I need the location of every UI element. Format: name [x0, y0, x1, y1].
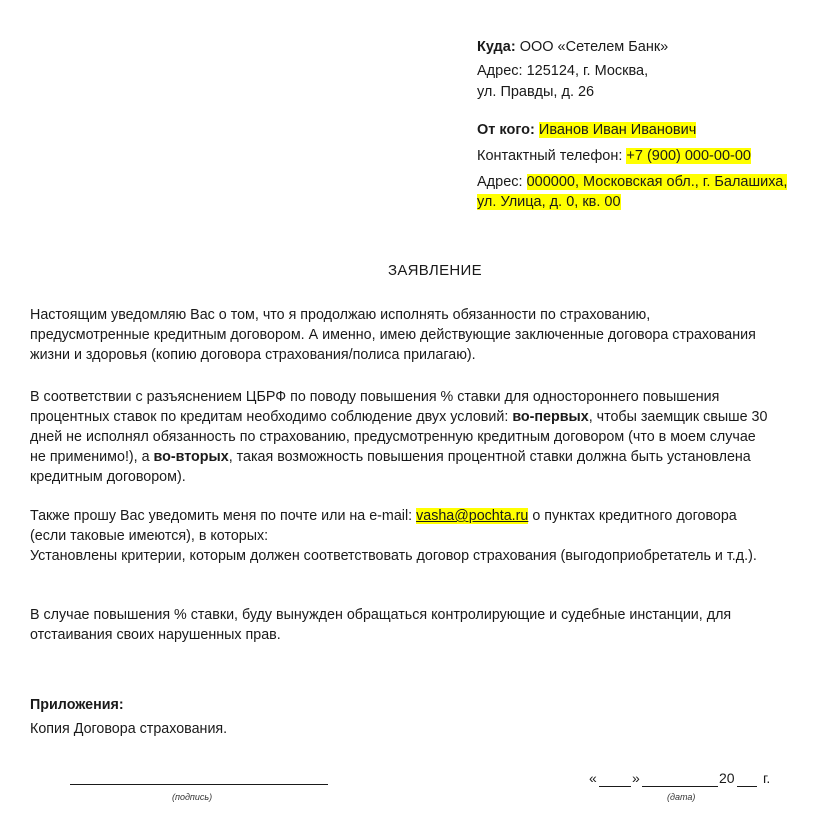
sender-address-value2: ул. Улица, д. 0, кв. 00 [477, 194, 621, 210]
paragraph-line: предусмотренные кредитным договором. А именно, имею действующие заключенные договора страхования [30, 327, 756, 343]
paragraph-line: Установлены критерии, которым должен соответствовать договор страхования (выгодоприобретатель и т.д.). [30, 548, 757, 564]
paragraph-line: В случае повышения % ставки, буду вынужден обращаться контролирующие и судебные инстанции, для [30, 607, 732, 623]
paragraph-line [30, 407, 810, 427]
date-month-line [642, 786, 718, 787]
date-year-line [737, 786, 757, 787]
phone-line [477, 146, 751, 166]
email-link[interactable]: vasha@pochta.ru [416, 508, 529, 524]
paragraph-line: кредитным договором). [30, 469, 186, 485]
phone-value: +7 (900) 000-00-00 [626, 148, 751, 164]
paragraph-line [30, 447, 810, 467]
sender-address-line2 [477, 192, 621, 212]
paragraph-email-request [30, 506, 810, 566]
sender-address-label: Адрес: [477, 174, 523, 190]
text-run: , такая возможность повышения процентной ставки должна быть установлена [228, 449, 751, 465]
attachments-item: Копия Договора страхования. [30, 721, 228, 737]
date-year-suffix: г. [763, 770, 771, 786]
text-run: не применимо!), а [30, 449, 154, 465]
sender-label: От кого: [477, 122, 535, 138]
date-day-line [599, 786, 631, 787]
bold-firstly: во-первых [512, 409, 589, 425]
document-title: ЗАЯВЛЕНИЕ [388, 262, 482, 279]
signature-line [70, 784, 328, 785]
signature-caption: (подпись) [172, 792, 213, 802]
paragraph-line: жизни и здоровья (копию договора страхования/полиса прилагаю). [30, 347, 476, 363]
paragraph-line [30, 506, 810, 526]
sender-address-value1: 000000, Московская обл., г. Балашиха, [526, 174, 788, 190]
text-run: процентных ставок по кредитам необходимо соблюдение двух условий: [30, 409, 513, 425]
phone-label: Контактный телефон: [477, 148, 623, 164]
date-open-quote: « [589, 770, 597, 786]
paragraph-line: дней не исполнял обязанность по страхованию, предусмотренную кредитным договором (что в моем случае [30, 429, 756, 445]
recipient-address-line2: ул. Правды, д. 26 [477, 84, 595, 100]
recipient-label: Куда: [477, 39, 516, 55]
recipient-line [477, 37, 668, 57]
paragraph-cbr [30, 387, 810, 487]
date-caption: (дата) [667, 792, 696, 802]
paragraph-line: отстаивания своих нарушенных прав. [30, 627, 281, 643]
text-run: , чтобы заемщик свыше 30 [588, 409, 768, 425]
sender-address-line1 [477, 172, 787, 192]
recipient-address-line1: Адрес: 125124, г. Москва, [477, 63, 649, 79]
paragraph-line: Настоящим уведомляю Вас о том, что я продолжаю исполнять обязанности по страхованию, [30, 307, 651, 323]
paragraph-line: (если таковые имеются), в которых: [30, 528, 269, 544]
text-run: о пунктах кредитного договора [528, 508, 737, 524]
paragraph-warning [30, 605, 810, 645]
sender-line [477, 120, 696, 140]
paragraph-notice [30, 305, 810, 365]
date-close-quote: » [632, 770, 640, 786]
recipient-value: ООО «Сетелем Банк» [519, 39, 669, 55]
date-year: 20 [719, 770, 735, 786]
sender-name: Иванов Иван Иванович [538, 122, 697, 138]
attachments-label: Приложения: [30, 697, 124, 713]
bold-secondly: во-вторых [153, 449, 229, 465]
paragraph-line: В соответствии с разъяснением ЦБРФ по поводу повышения % ставки для одностороннего повышения [30, 389, 720, 405]
text-run: Также прошу Вас уведомить меня по почте или на e-mail: [30, 508, 417, 524]
